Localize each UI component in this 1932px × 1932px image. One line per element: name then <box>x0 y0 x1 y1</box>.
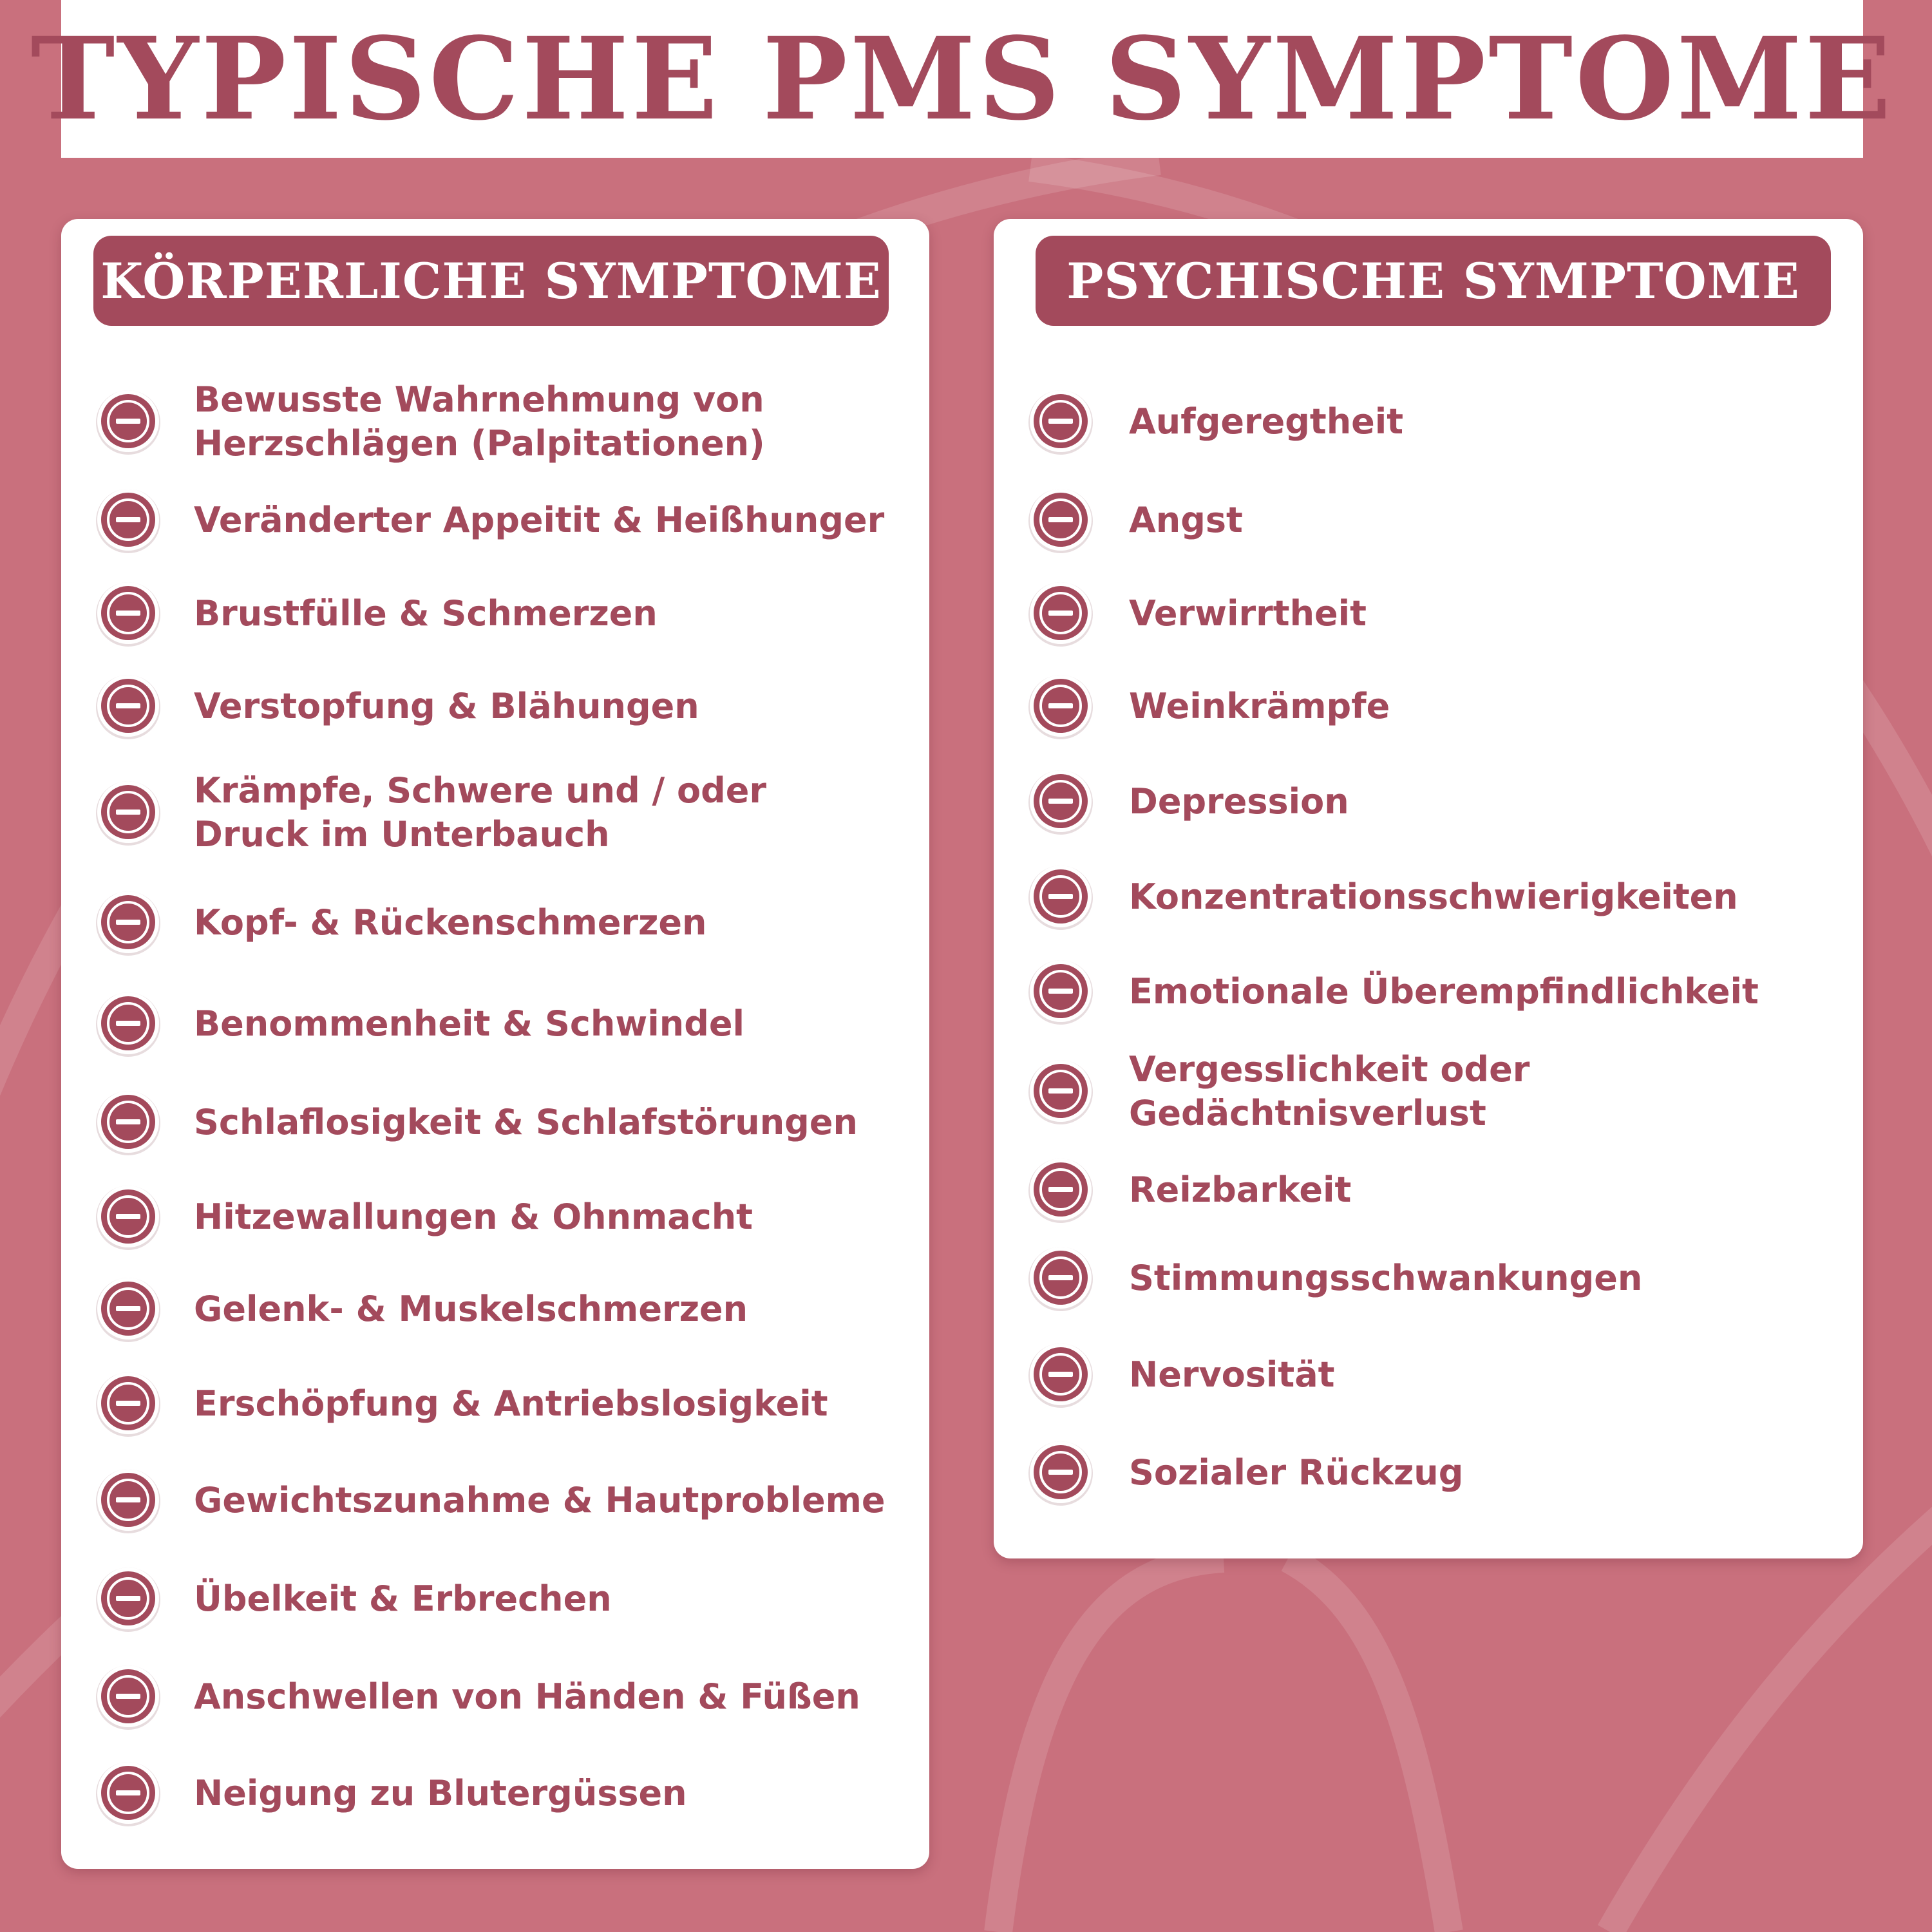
physical-symptom-item <box>61 592 929 636</box>
minus-circle-icon <box>93 1088 163 1157</box>
minus-circle-icon <box>1026 1438 1095 1508</box>
psychological-symptom-item-label: Nervosität <box>1129 1354 1335 1395</box>
psychological-symptom-item-label: Angst <box>1129 500 1243 540</box>
page-title: TYPISCHE PMS SYMPTOME <box>30 12 1894 146</box>
psychological-symptom-item <box>994 780 1863 824</box>
physical-symptom-item-label: Veränderter Appeitit & Heißhunger <box>194 500 885 540</box>
psychological-symptom-item-label: Weinkrämpfe <box>1129 686 1390 726</box>
physical-symptom-item <box>61 378 929 466</box>
psychological-symptom-item <box>994 1451 1863 1495</box>
minus-circle-icon <box>93 1759 163 1828</box>
minus-circle-icon <box>93 1369 163 1439</box>
minus-circle-icon <box>93 486 163 555</box>
minus-circle-icon <box>1026 579 1095 649</box>
physical-symptom-item-label: Übelkeit & Erbrechen <box>194 1578 612 1619</box>
physical-symptom-item-label: Gelenk- & Muskelschmerzen <box>194 1289 748 1329</box>
minus-circle-icon <box>93 387 163 457</box>
physical-symptom-item-label: Erschöpfung & Antriebslosigkeit <box>194 1383 828 1424</box>
psychological-symptom-item-label: Verwirrtheit <box>1129 593 1367 634</box>
physical-symptom-item <box>61 1382 929 1426</box>
physical-symptom-item-label: Brustfülle & Schmerzen <box>194 593 658 634</box>
psychological-symptoms-header <box>1036 236 1831 326</box>
minus-circle-icon <box>1026 767 1095 837</box>
psychological-symptom-item <box>994 1256 1863 1300</box>
minus-circle-icon <box>1026 486 1095 555</box>
psychological-symptom-item-label: Konzentrationsschwierigkeiten <box>1129 876 1738 917</box>
minus-circle-icon <box>93 1662 163 1732</box>
physical-symptom-item <box>61 1479 929 1522</box>
physical-symptom-item-label: Krämpfe, Schwere und / oder Druck im Unterbauch <box>194 770 767 855</box>
psychological-symptom-item <box>994 875 1863 919</box>
physical-symptom-item-label: Gewichtszunahme & Hautprobleme <box>194 1480 886 1520</box>
physical-symptom-item <box>61 1287 929 1331</box>
physical-symptom-item <box>61 1101 929 1144</box>
psychological-symptoms-panel <box>994 219 1863 1558</box>
minus-circle-icon <box>1026 672 1095 741</box>
physical-symptom-item <box>61 498 929 542</box>
minus-circle-icon <box>93 1182 163 1252</box>
minus-circle-icon <box>93 579 163 649</box>
physical-symptom-item <box>61 1577 929 1621</box>
minus-circle-icon <box>1026 387 1095 457</box>
psychological-symptom-item-label: Sozialer Rückzug <box>1129 1452 1464 1493</box>
physical-symptom-item-label: Benommenheit & Schwindel <box>194 1003 744 1044</box>
physical-symptom-item-label: Schlaflosigkeit & Schlafstörungen <box>194 1102 858 1142</box>
psychological-symptom-item-label: Vergesslichkeit oder Gedächtnisverlust <box>1129 1049 1530 1133</box>
psychological-symptom-item <box>994 1168 1863 1212</box>
minus-circle-icon <box>1026 1340 1095 1410</box>
physical-symptom-item-label: Bewusste Wahrnehmung von Herzschlägen (Palpitationen) <box>194 379 765 464</box>
minus-circle-icon <box>1026 862 1095 932</box>
psychological-symptom-item <box>994 685 1863 728</box>
physical-symptom-item-label: Verstopfung & Blähungen <box>194 686 699 726</box>
psychological-symptom-item <box>994 1353 1863 1397</box>
minus-circle-icon <box>1026 1244 1095 1313</box>
physical-symptom-item-label: Anschwellen von Händen & Füßen <box>194 1676 860 1717</box>
psychological-symptom-item <box>994 592 1863 636</box>
psychological-symptom-item-label: Emotionale Überempfindlichkeit <box>1129 971 1759 1012</box>
physical-symptoms-heading: KÖRPERLICHE SYMPTOME <box>100 252 882 310</box>
minus-circle-icon <box>93 778 163 848</box>
physical-symptom-item <box>61 685 929 728</box>
physical-symptom-item <box>61 1675 929 1719</box>
minus-circle-icon <box>1026 957 1095 1027</box>
physical-symptom-item-label: Hitzewallungen & Ohnmacht <box>194 1197 753 1237</box>
psychological-symptom-item-label: Depression <box>1129 781 1349 822</box>
physical-symptom-item <box>61 1772 929 1815</box>
psychological-symptom-item-label: Stimmungsschwankungen <box>1129 1258 1643 1298</box>
psychological-symptom-item-label: Reizbarkeit <box>1129 1170 1352 1210</box>
minus-circle-icon <box>1026 1057 1095 1126</box>
physical-symptom-item <box>61 901 929 945</box>
psychological-symptom-item <box>994 970 1863 1014</box>
psychological-symptoms-heading: PSYCHISCHE SYMPTOME <box>1066 252 1800 310</box>
psychological-symptom-item <box>994 1048 1863 1135</box>
physical-symptom-item <box>61 1195 929 1239</box>
psychological-symptom-item <box>994 498 1863 542</box>
psychological-symptom-item <box>994 400 1863 444</box>
minus-circle-icon <box>93 1274 163 1344</box>
minus-circle-icon <box>93 888 163 958</box>
physical-symptoms-panel <box>61 219 929 1869</box>
title-banner <box>30 0 1894 158</box>
physical-symptom-item <box>61 769 929 857</box>
minus-circle-icon <box>93 672 163 741</box>
physical-symptom-item-label: Neigung zu Blutergüssen <box>194 1773 687 1814</box>
physical-symptom-item-label: Kopf- & Rückenschmerzen <box>194 902 707 943</box>
minus-circle-icon <box>93 989 163 1059</box>
physical-symptom-item <box>61 1002 929 1046</box>
minus-circle-icon <box>93 1466 163 1535</box>
minus-circle-icon <box>1026 1155 1095 1225</box>
psychological-symptom-item-label: Aufgeregtheit <box>1129 401 1404 442</box>
minus-circle-icon <box>93 1564 163 1634</box>
physical-symptoms-header <box>93 236 889 326</box>
